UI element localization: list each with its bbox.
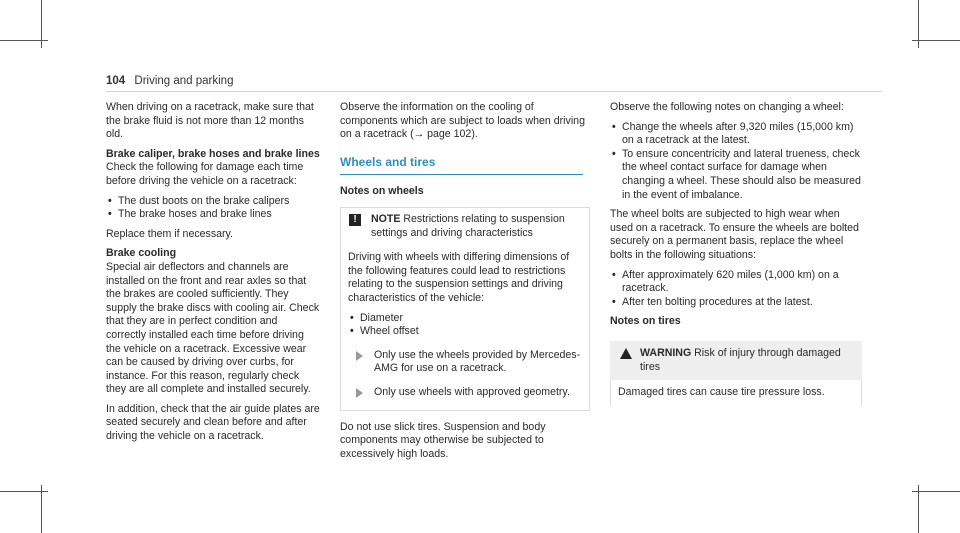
crop-mark bbox=[0, 491, 48, 492]
warning-box bbox=[610, 341, 862, 406]
instruction-text: Only use the wheels provided by Mercedes-AMG for use on a racetrack. bbox=[374, 348, 581, 375]
paragraph: The wheel bolts are subjected to high wear when used on a racetrack. To ensure the wheels are bolted securely on a permanent basis, replace the wheel bolts in the following situations: bbox=[610, 208, 859, 261]
section-rule bbox=[340, 174, 583, 175]
list-item: • Diameter bbox=[348, 312, 582, 326]
paragraph: When driving on a racetrack, make sure that the brake fluid is not more than 12 months old. bbox=[106, 101, 314, 141]
list-item: • The dust boots on the brake calipers bbox=[106, 195, 320, 209]
crop-mark bbox=[918, 485, 919, 533]
heading-brake-lines: Brake caliper, brake hoses and brake lines bbox=[106, 147, 320, 160]
paragraph: Replace them if necessary. bbox=[106, 227, 233, 240]
crop-mark bbox=[912, 491, 960, 492]
paragraph: Observe the information on the cooling of components which are subject to loads when driving on a racetrack (→ page 102). bbox=[340, 101, 585, 141]
instruction-step bbox=[348, 386, 582, 400]
list-item: • Wheel offset bbox=[348, 325, 582, 339]
heading-brake-cooling: Brake cooling bbox=[106, 247, 177, 260]
warning-triangle-icon bbox=[620, 348, 632, 359]
list-item: • The brake hoses and brake lines bbox=[106, 208, 320, 222]
arrow-right-icon bbox=[356, 351, 363, 361]
heading-notes-on-wheels: Notes on wheels bbox=[340, 185, 424, 198]
crop-mark bbox=[0, 40, 48, 41]
note-label: NOTE bbox=[371, 212, 401, 225]
heading-notes-on-tires: Notes on tires bbox=[610, 315, 681, 328]
warning-label: WARNING bbox=[640, 346, 692, 359]
page-number: 104 bbox=[106, 75, 126, 87]
note-box bbox=[340, 207, 590, 411]
list-item: • Change the wheels after 9,320 miles (15,000 km) on a racetrack at the latest. bbox=[610, 121, 862, 148]
crop-mark bbox=[41, 485, 42, 533]
column-3 bbox=[610, 101, 862, 406]
list-item: • After ten bolting procedures at the latest. bbox=[610, 296, 862, 310]
paragraph: In addition, check that the air guide plates are seated securely and clean before and after driving the vehicle on a racetrack. bbox=[106, 402, 320, 443]
paragraph: Do not use slick tires. Suspension and body components may otherwise be subjected to excessively high loads. bbox=[340, 420, 546, 460]
bullet-list bbox=[348, 312, 582, 339]
bullet-list bbox=[610, 121, 862, 203]
list-item: • After approximately 620 miles (1,000 km) on a racetrack. bbox=[610, 269, 862, 296]
section-title: Wheels and tires bbox=[340, 154, 436, 169]
paragraph: Observe the following notes on changing a wheel: bbox=[610, 101, 844, 113]
paragraph: Check the following for damage each time before driving the vehicle on a racetrack: bbox=[106, 161, 304, 187]
list-item: • To ensure concentricity and lateral trueness, check the wheel contact surface for damage when changing a wheel. These should also be measured in the event of imbalance. bbox=[610, 148, 862, 202]
note-body: Driving with wheels with differing dimensions of the following features could lead to restrictions relating to the suspension settings and driving characteristics of the vehicle: bbox=[348, 251, 570, 304]
header-rule bbox=[106, 91, 882, 92]
warning-title: Risk of injury through damaged tires bbox=[640, 346, 841, 373]
arrow-right-icon bbox=[356, 388, 363, 398]
paragraph: Special air deflectors and channels are installed on the front and rear axles so that the brakes are cooled sufficiently. They supply the brake discs with cooling air. Check that they are in perfect condition and correctly installed each time before driving the vehicle on a racetrack. Excessive wear can be caused by driving over curbs, for instance. For this reason, regularly check they are all complete and installed securely. bbox=[106, 260, 320, 396]
exclamation-icon: ! bbox=[349, 214, 361, 226]
column-2 bbox=[340, 101, 590, 467]
page-header bbox=[106, 75, 233, 87]
warning-body: Damaged tires can cause tire pressure loss. bbox=[610, 380, 862, 406]
header-title: Driving and parking bbox=[134, 75, 234, 87]
instruction-step bbox=[348, 349, 582, 376]
instruction-text: Only use wheels with approved geometry. bbox=[374, 385, 570, 398]
column-1 bbox=[106, 101, 320, 450]
crop-mark bbox=[912, 40, 960, 41]
bullet-list bbox=[106, 195, 320, 222]
note-title: Restrictions relating to suspension settings and driving characteristics bbox=[371, 212, 565, 239]
bullet-list bbox=[610, 269, 862, 310]
